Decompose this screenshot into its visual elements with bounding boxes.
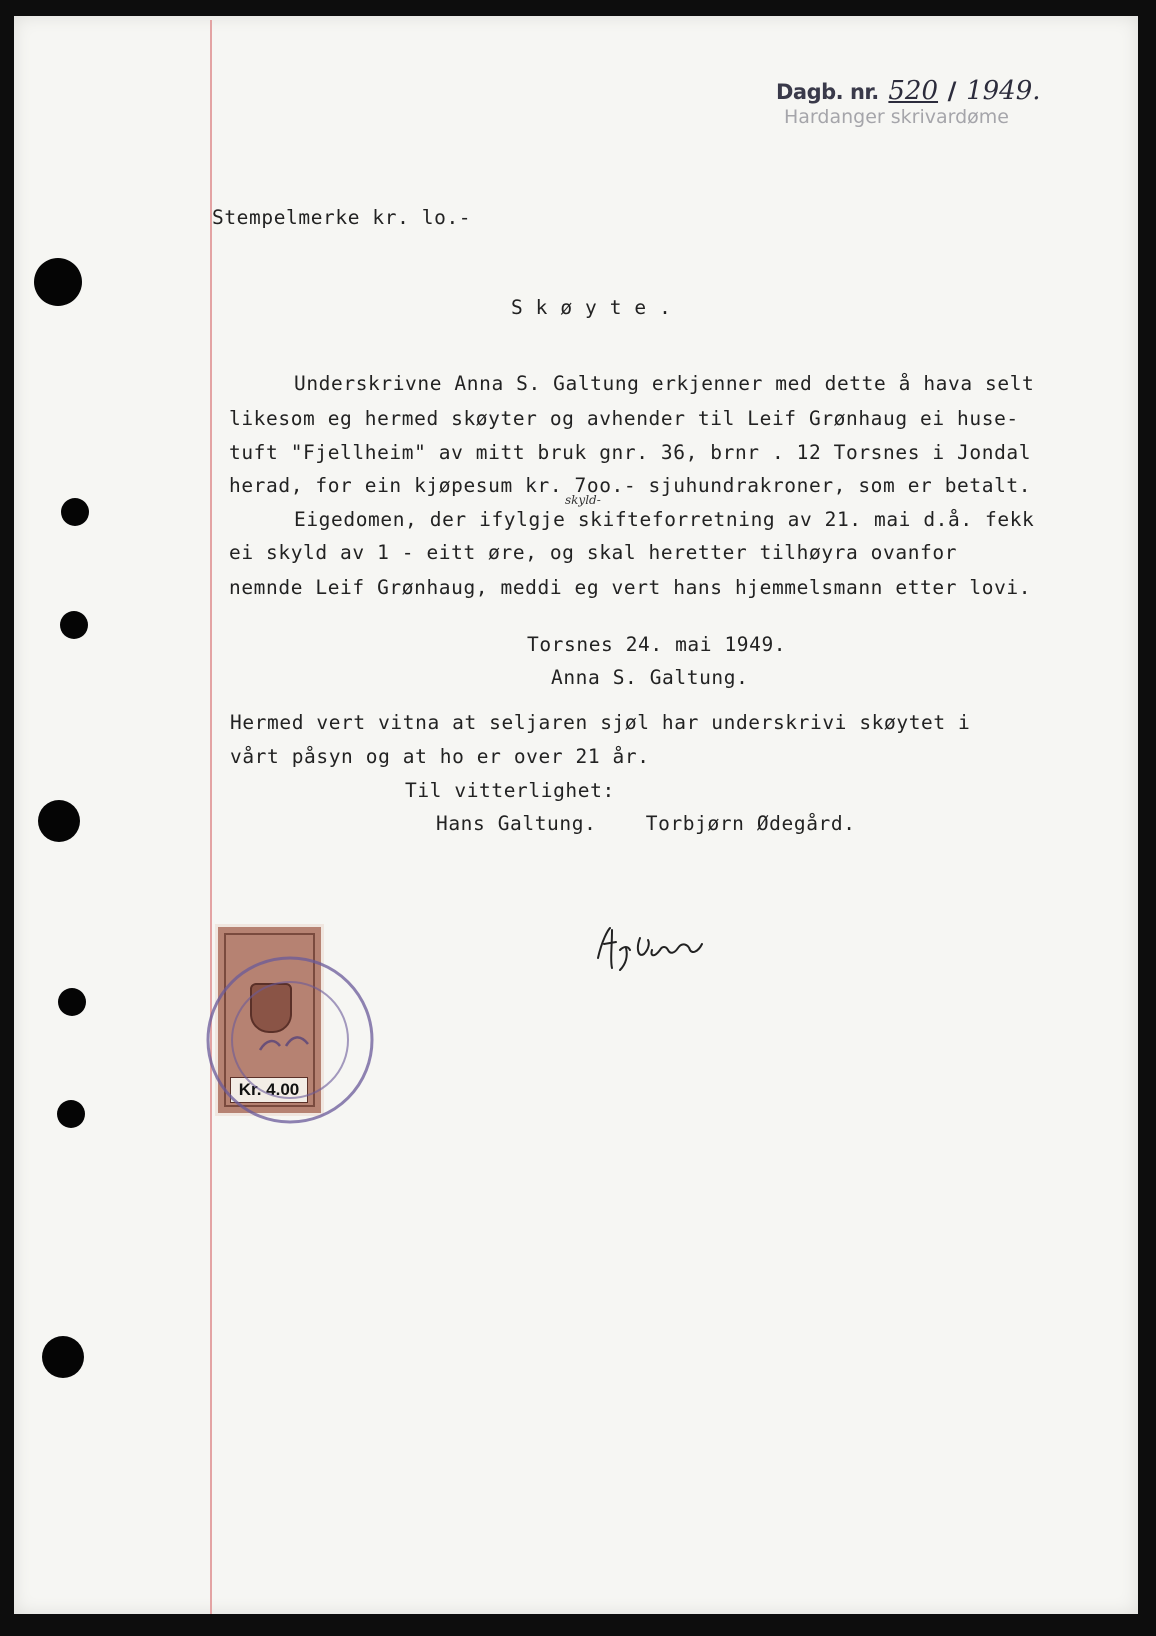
body-line: likesom eg hermed skøyter og avhender til Leif Grønhaug ei huse- bbox=[229, 407, 1019, 430]
punch-hole bbox=[61, 498, 89, 526]
margin-rule bbox=[210, 20, 212, 1614]
dagbok-year: 1949. bbox=[966, 76, 1041, 106]
body-line: Eigedomen, der ifylgje skifteforretning av 21. mai d.å. fekk bbox=[294, 508, 1035, 531]
place-date: Torsnes 24. mai 1949. bbox=[527, 633, 787, 656]
office-name: Hardanger skrivardøme bbox=[784, 106, 1009, 128]
body-line: tuft "Fjellheim" av mitt bruk gnr. 36, brnr . 12 Torsnes i Jondal bbox=[229, 441, 1032, 464]
body-line: ei skyld av 1 - eitt øre, og skal heretter tilhøyra ovanfor bbox=[229, 541, 958, 564]
punch-hole bbox=[60, 611, 88, 639]
body-line: Underskrivne Anna S. Galtung erkjenner med dette å hava selt bbox=[294, 372, 1035, 395]
document-title: S k ø y t e . bbox=[511, 296, 672, 319]
dagbok-stamp: Dagb. nr. 520 / 1949. bbox=[776, 76, 1041, 106]
stamp-duty-line: Stempelmerke kr. lo.- bbox=[212, 206, 472, 229]
body-line: nemnde Leif Grønhaug, meddi eg vert hans hjemmelsmann etter lovi. bbox=[229, 576, 1032, 599]
punch-hole bbox=[57, 1100, 85, 1128]
punch-hole bbox=[58, 988, 86, 1016]
seller-signature: Anna S. Galtung. bbox=[551, 666, 749, 689]
stamp-value: Kr. 4.00 bbox=[230, 1077, 308, 1103]
office-seal bbox=[200, 950, 380, 1130]
punch-hole bbox=[34, 258, 82, 306]
body-line: herad, for ein kjøpesum kr. 7oo.- sjuhundrakroner, som er betalt. bbox=[229, 474, 1032, 497]
punch-hole bbox=[38, 800, 80, 842]
witness-line: Hermed vert vitna at seljaren sjøl har underskrivi skøytet i bbox=[230, 711, 971, 734]
witness-heading: Til vitterlighet: bbox=[405, 779, 615, 802]
dagbok-number: 520 bbox=[888, 76, 939, 106]
handwritten-insertion: skyld- bbox=[565, 493, 601, 507]
dagbok-label: Dagb. nr. bbox=[776, 80, 879, 104]
witness-line: vårt påsyn og at ho er over 21 år. bbox=[230, 745, 650, 768]
witness-names: Hans Galtung. Torbjørn Ødegård. bbox=[436, 812, 856, 835]
handwritten-initials bbox=[590, 920, 740, 980]
punch-hole bbox=[42, 1336, 84, 1378]
